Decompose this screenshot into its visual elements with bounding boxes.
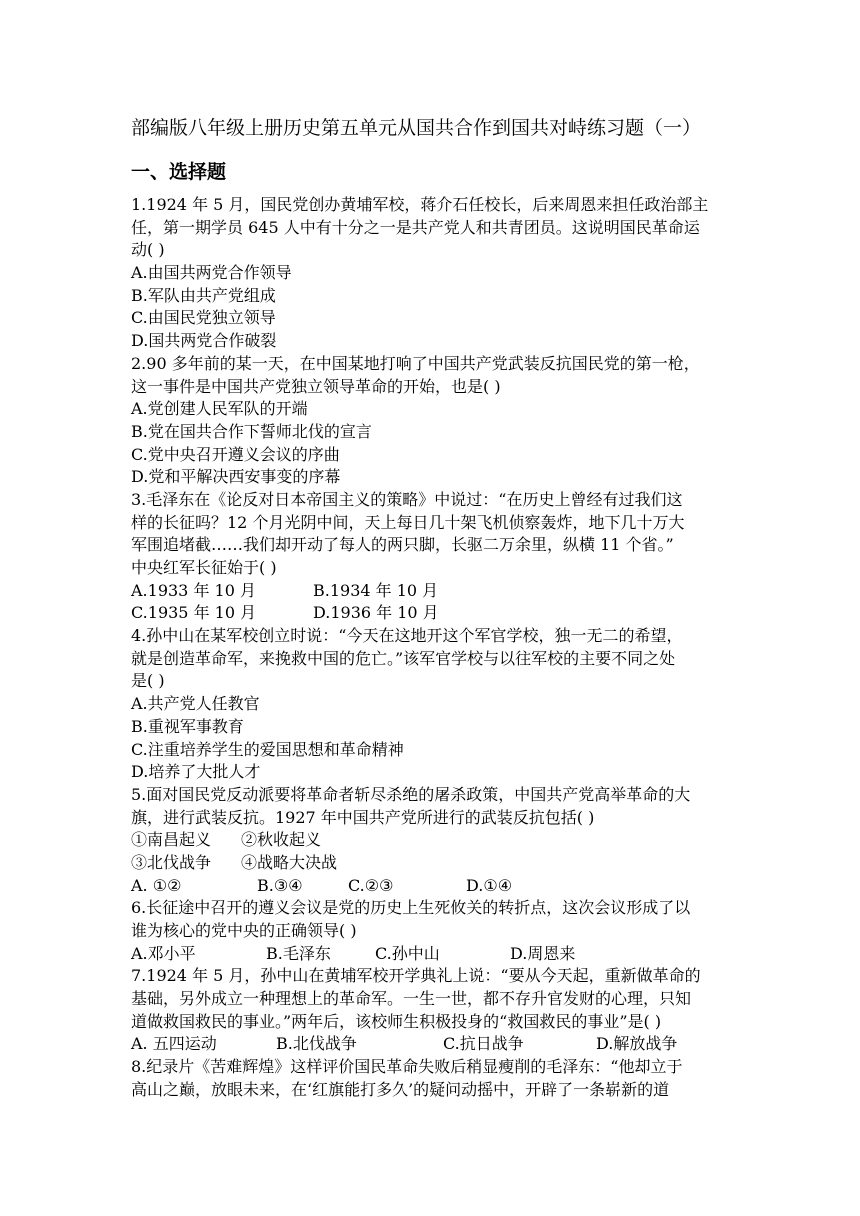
question-text-line: 2.90 多年前的某一天，在中国某地打响了中国共产党武装反抗国民党的第一枪， [131, 353, 700, 373]
question-7 [131, 965, 731, 1056]
question-text-line: 这一事件是中国共产党独立领导革命的开始，也是( ) [131, 376, 501, 396]
question-4 [131, 625, 731, 784]
option-row [131, 875, 731, 898]
question-text-line: 1.1924 年 5 月，国民党创办黄埔军校，蒋介石任校长，后来周恩来担任政治部主 [131, 195, 709, 214]
question-1 [131, 194, 731, 353]
option-row [131, 580, 731, 603]
option-c: C.由国民党独立领导 [131, 308, 276, 328]
option-a: A.1933 年 10 月 [131, 580, 256, 600]
option-c: C.注重培养学生的爱国思想和革命精神 [131, 739, 404, 759]
question-text-line: 军围追堵截……我们却开动了每人的两只脚，长驱二万余里，纵横 11 个省。” [131, 535, 674, 555]
document-title: 部编版八年级上册历史第五单元从国共合作到国共对峙练习题（一） [131, 117, 702, 139]
question-text-line: 3.毛泽东在《论反对日本帝国主义的策略》中说过：“在历史上曾经有过我们这 [131, 489, 683, 509]
option-d: D.党和平解决西安事变的序幕 [131, 467, 341, 487]
item-2: ②秋收起义 [241, 830, 322, 850]
question-text-line: 旗，进行武装反抗。1927 年中国共产党所进行的武装反抗包括( ) [131, 807, 595, 827]
option-c: C.抗日战争 [443, 1034, 524, 1054]
question-8 [131, 1056, 731, 1101]
item-row [131, 852, 731, 875]
option-a: A. ①② [131, 875, 182, 895]
question-text-line: 就是创造革命军，来挽救中国的危亡。”该军官学校与以往军校的主要不同之处 [131, 648, 676, 668]
option-a: A.党创建人民军队的开端 [131, 399, 308, 419]
question-text-line: 6.长征途中召开的遵义会议是党的历史上生死攸关的转折点，这次会议形成了以 [131, 898, 691, 918]
option-d: D.国共两党合作破裂 [131, 331, 277, 351]
question-text-line: 样的长征吗？12 个月光阴中间，天上每日几十架飞机侦察轰炸，地下几十万大 [131, 512, 685, 532]
question-text-line: 是( ) [131, 671, 165, 691]
option-b: B.1934 年 10 月 [313, 580, 439, 600]
item-3: ③北伐战争 [131, 852, 212, 872]
question-text-line: 动( ) [131, 240, 165, 260]
item-1: ①南昌起义 [131, 830, 212, 850]
option-a: A.共产党人任教官 [131, 694, 260, 714]
question-text-line: 4.孙中山在某军校创立时说：“今天在这地开这个军官学校，独一无二的希望， [131, 626, 683, 646]
section-heading: 一、选择题 [131, 161, 227, 183]
question-text-line: 7.1924 年 5 月，孙中山在黄埔军校开学典礼上说：“要从今天起，重新做革命的 [131, 966, 701, 986]
option-c: C.②③ [348, 875, 394, 895]
question-text-line: 任，第一期学员 645 人中有十分之一是共产党人和共青团员。这说明国民革命运 [131, 217, 700, 237]
option-row [131, 943, 731, 966]
item-4: ④战略大决战 [241, 852, 338, 872]
option-a: A.由国共两党合作领导 [131, 263, 292, 283]
option-a: A.邓小平 [131, 943, 196, 963]
question-text-line: 高山之巅，放眼未来，在‘红旗能打多久’的疑问动摇中，开辟了一条崭新的道 [131, 1079, 670, 1099]
item-row [131, 829, 731, 852]
question-text-line: 5.面对国民党反动派要将革命者斩尽杀绝的屠杀政策，中国共产党高举革命的大 [131, 784, 691, 804]
question-2 [131, 353, 731, 489]
option-c: C.党中央召开遵义会议的序曲 [131, 444, 340, 464]
questions [131, 194, 731, 1102]
option-b: B.北伐战争 [276, 1034, 357, 1054]
option-d: D.周恩来 [510, 943, 576, 963]
option-d: D.①④ [466, 875, 513, 895]
question-text-line: 8.纪录片《苦难辉煌》这样评价国民革命失败后稍显瘦削的毛泽东：“他却立于 [131, 1057, 683, 1077]
option-d: D.解放战争 [596, 1034, 678, 1054]
option-row [131, 1033, 731, 1056]
option-d: D.培养了大批人才 [131, 762, 261, 782]
option-d: D.1936 年 10 月 [313, 603, 439, 623]
option-c: C.孙中山 [375, 943, 440, 963]
question-text-line: 谁为核心的党中央的正确领导( ) [131, 921, 357, 940]
option-b: B.毛泽东 [266, 943, 331, 963]
option-c: C.1935 年 10 月 [131, 603, 257, 623]
option-row [131, 602, 731, 625]
question-text-line: 道做救国救民的事业。”两年后，该校师生积极投身的“救国救民的事业”是( ) [131, 1011, 662, 1031]
option-a: A. 五四运动 [131, 1034, 217, 1054]
option-b: B.重视军事教育 [131, 716, 244, 736]
question-5 [131, 784, 731, 897]
question-text-line: 基础，另外成立一种理想上的革命军。一生一世，都不存升官发财的心理，只知 [131, 989, 692, 1009]
question-6 [131, 897, 731, 965]
question-3 [131, 489, 731, 625]
option-b: B.党在国共合作下誓师北伐的宣言 [131, 421, 372, 441]
option-b: B.军队由共产党组成 [131, 285, 276, 305]
question-text-line: 中央红军长征始于( ) [131, 558, 277, 577]
option-b: B.③④ [257, 875, 303, 895]
